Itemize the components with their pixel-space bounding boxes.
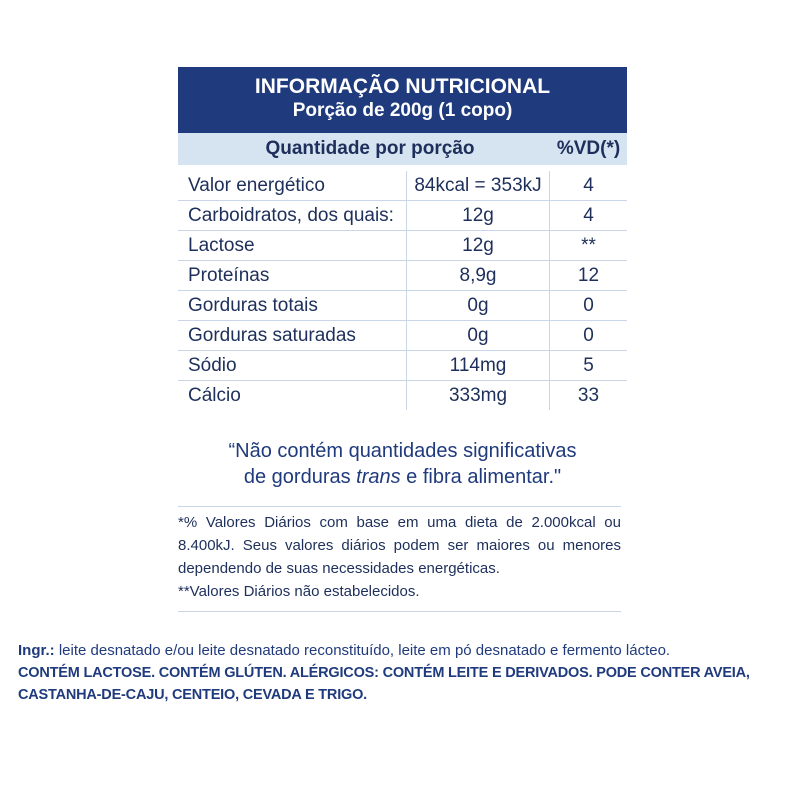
nutrient-vd: 5 bbox=[550, 351, 628, 381]
statement-line-2-pre: de gorduras bbox=[243, 466, 357, 488]
nutrient-amount: 0g bbox=[407, 291, 550, 321]
statement-line-2 bbox=[178, 464, 627, 490]
panel-title: INFORMAÇÃO NUTRICIONAL bbox=[254, 75, 551, 98]
column-quantity-label: Quantidade por porção bbox=[265, 138, 475, 159]
ingredients-text: leite desnatado e/ou leite desnatado reconstituído, leite em pó desnatado e fermento lácteo. bbox=[54, 642, 671, 659]
nutrient-vd: 33 bbox=[577, 384, 600, 406]
nutrient-amount: 12g bbox=[407, 231, 550, 261]
nutrient-name: Cálcio bbox=[188, 384, 241, 406]
nutrient-name: Sódio bbox=[178, 351, 407, 381]
statement-trans-word: trans bbox=[356, 466, 401, 488]
nutrient-name: Proteínas bbox=[178, 261, 407, 291]
nutrient-name: Gorduras totais bbox=[178, 291, 407, 321]
column-header bbox=[178, 133, 627, 165]
nutrient-name: Carboidratos, dos quais: bbox=[178, 201, 407, 231]
table-row bbox=[178, 381, 627, 411]
statement-line-2-post: e fibra alimentar." bbox=[400, 466, 562, 488]
daily-values-footnote bbox=[178, 506, 621, 612]
table-row bbox=[178, 171, 627, 201]
footnote-text: *% Valores Diários com base em uma dieta de 2.000kcal ou 8.400kJ. Seus valores diários podem ser maiores ou menores dependendo de suas necessidades energéticas. bbox=[178, 514, 621, 577]
nutrient-vd: 0 bbox=[550, 291, 628, 321]
nutrient-name: Gorduras saturadas bbox=[178, 321, 407, 351]
nutrient-amount: 8,9g bbox=[407, 261, 550, 291]
nutrient-amount: 0g bbox=[407, 321, 550, 351]
ingredients-label: Ingr.: bbox=[18, 642, 55, 659]
statement-line-1: “Não contém quantidades significativas bbox=[228, 440, 577, 462]
nutrient-vd: 0 bbox=[550, 321, 628, 351]
table-row bbox=[178, 351, 627, 381]
nutrient-vd: 4 bbox=[550, 171, 628, 201]
nutrient-vd: 12 bbox=[550, 261, 628, 291]
ingredients-line bbox=[18, 640, 788, 662]
table-row bbox=[178, 261, 627, 291]
panel-subtitle: Porção de 200g (1 copo) bbox=[292, 100, 513, 121]
nutrient-amount: 84kcal = 353kJ bbox=[407, 171, 550, 201]
nutrition-table bbox=[178, 171, 627, 410]
allergen-warning: CONTÉM LACTOSE. CONTÉM GLÚTEN. ALÉRGICOS: CONTÉM LEITE E DERIVADOS. PODE CONTER AVEIA, CASTANHA-DE-CAJU, CENTEIO, CEVADA E TRIGO. bbox=[18, 665, 750, 703]
nutrient-amount: 114mg bbox=[407, 351, 550, 381]
nutrition-panel bbox=[178, 67, 627, 410]
table-row bbox=[178, 231, 627, 261]
column-vd-label: %VD(*) bbox=[556, 138, 621, 159]
table-row bbox=[178, 201, 627, 231]
table-row bbox=[178, 291, 627, 321]
trans-fat-statement bbox=[178, 438, 627, 490]
table-row bbox=[178, 321, 627, 351]
panel-header bbox=[178, 67, 627, 133]
nutrient-name: Lactose bbox=[178, 231, 407, 261]
ingredients-block bbox=[18, 640, 788, 706]
nutrient-vd: ** bbox=[550, 231, 628, 261]
nutrient-amount: 333mg bbox=[407, 381, 550, 411]
nutrient-vd: 4 bbox=[550, 201, 628, 231]
nutrient-name: Valor energético bbox=[178, 171, 407, 201]
footnote-not-established: **Valores Diários não estabelecidos. bbox=[178, 583, 420, 600]
nutrient-amount: 12g bbox=[407, 201, 550, 231]
